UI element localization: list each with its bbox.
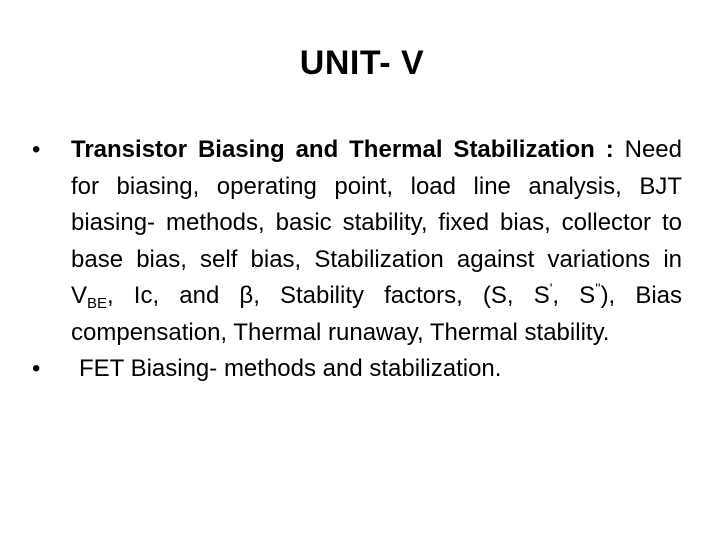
slide-content — [32, 132, 682, 388]
bullet-item-transistor-biasing — [32, 132, 682, 351]
slide-title: UNIT- V — [299, 44, 425, 82]
bullet-body-part-3: , S — [552, 282, 596, 309]
bullet-body-part-1: Need for biasing, operating point, load line analysis, BJT biasing- methods, basic stability, fixed bias, collector to base bias, self bias, Stabilization against variations in V — [71, 136, 682, 309]
bullet-text — [71, 132, 682, 351]
bullet-text: FET Biasing- methods and stabilization. — [79, 355, 502, 382]
bullet-body-part-2: , Ic, and β, Stability factors, (S, S — [107, 282, 550, 309]
vbe-subscript: BE — [87, 295, 108, 312]
bullet-heading: Transistor Biasing and Thermal Stabilization : — [71, 136, 614, 163]
bullet-dot-icon: • — [32, 136, 41, 163]
bullet-body-part-4: ), Bias compensation, Thermal runaway, Thermal stability. — [71, 282, 683, 346]
s-prime-superscript: ' — [549, 280, 553, 296]
bullet-item-fet-biasing — [32, 351, 682, 388]
s-double-prime-superscript: '' — [595, 280, 601, 296]
bullet-dot-icon: • — [32, 355, 41, 382]
